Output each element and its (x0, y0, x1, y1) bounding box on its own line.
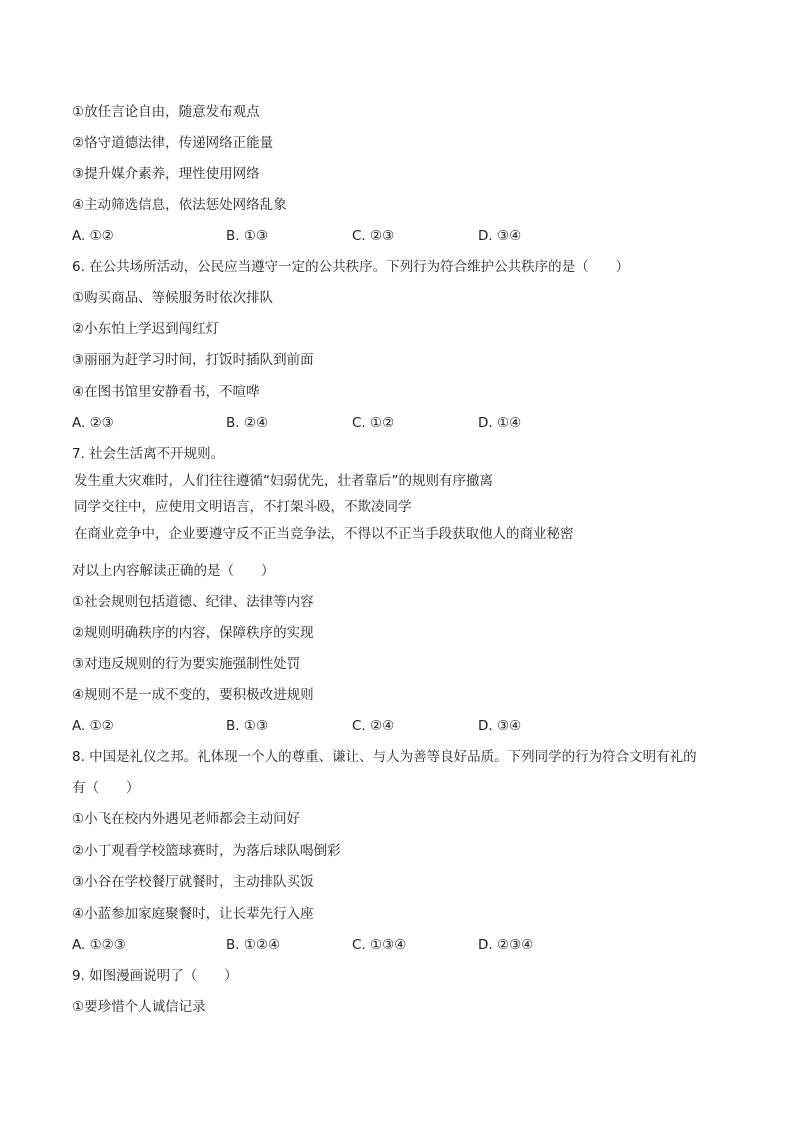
q6-item-4: ④在图书馆里安静看书，不喧哗 (72, 384, 260, 400)
q7-option-a: A. ①② (72, 718, 114, 734)
q5-option-c: C. ②③ (352, 228, 395, 244)
q5-option-a: A. ①② (72, 228, 114, 244)
q8-item-4: ④小蓝参加家庭聚餐时，让长辈先行入座 (72, 906, 314, 922)
q5-item-4: ④主动筛选信息，依法惩处网络乱象 (72, 197, 287, 213)
q7-item-2: ②规则明确秩序的内容，保障秩序的实现 (72, 625, 314, 641)
q6-item-3: ③丽丽为赶学习时间，打饭时插队到前面 (72, 352, 314, 368)
q8-item-3: ③小谷在学校餐厅就餐时，主动排队买饭 (72, 874, 314, 890)
q7-stem: 7. 社会生活离不开规则。 (72, 446, 225, 462)
q7-material-1: 发生重大灾难时，人们往往遵循“妇弱优先，壮者靠后”的规则有序撤离 (74, 473, 493, 489)
q7-material-2: 同学交往中，应使用文明语言，不打架斗殴，不欺凌同学 (74, 499, 412, 515)
q7-option-b: B. ①③ (226, 718, 269, 734)
q7-material-3: 在商业竞争中，企业要遵守反不正当竞争法，不得以不正当手段获取他人的商业秘密 (74, 526, 574, 542)
q9-stem: 9. 如图漫画说明了（ ） (72, 968, 238, 984)
q5-item-1: ①放任言论自由，随意发布观点 (72, 104, 260, 120)
q8-option-d: D. ②③④ (478, 937, 534, 953)
q5-option-b: B. ①③ (226, 228, 269, 244)
q6-option-c: C. ①② (352, 415, 395, 431)
q8-option-b: B. ①②④ (226, 937, 281, 953)
q6-option-a: A. ②③ (72, 415, 114, 431)
q6-option-b: B. ②④ (226, 415, 269, 431)
q8-option-a: A. ①②③ (72, 937, 126, 953)
q6-item-2: ②小东怕上学迟到闯红灯 (72, 321, 220, 337)
q7-item-1: ①社会规则包括道德、纪律、法律等内容 (72, 594, 314, 610)
q7-option-d: D. ③④ (478, 718, 522, 734)
q5-item-3: ③提升媒介素养，理性使用网络 (72, 166, 260, 182)
q7-option-c: C. ②④ (352, 718, 395, 734)
q9-item-1: ①要珍惜个人诚信记录 (72, 999, 206, 1015)
q6-option-d: D. ①④ (478, 415, 522, 431)
q8-item-2: ②小丁观看学校篮球赛时，为落后球队喝倒彩 (72, 843, 341, 859)
q7-item-4: ④规则不是一成不变的，要积极改进规则 (72, 687, 314, 703)
q8-item-1: ①小飞在校内外遇见老师都会主动问好 (72, 811, 301, 827)
q6-stem: 6. 在公共场所活动，公民应当遵守一定的公共秩序。下列行为符合维护公共秩序的是（ ） (72, 259, 630, 275)
q5-option-d: D. ③④ (478, 228, 522, 244)
q7-item-3: ③对违反规则的行为要实施强制性处罚 (72, 656, 301, 672)
q8-stem-line-2: 有（ ） (72, 780, 140, 796)
q8-option-c: C. ①③④ (352, 937, 407, 953)
q7-question: 对以上内容解读正确的是（ ） (72, 563, 275, 579)
q5-item-2: ②恪守道德法律，传递网络正能量 (72, 135, 274, 151)
q8-stem-line-1: 8. 中国是礼仪之邦。礼体现一个人的尊重、谦让、与人为善等良好品质。下列同学的行为符合文明有礼的 (72, 749, 697, 765)
q6-item-1: ①购买商品、等候服务时依次排队 (72, 290, 274, 306)
